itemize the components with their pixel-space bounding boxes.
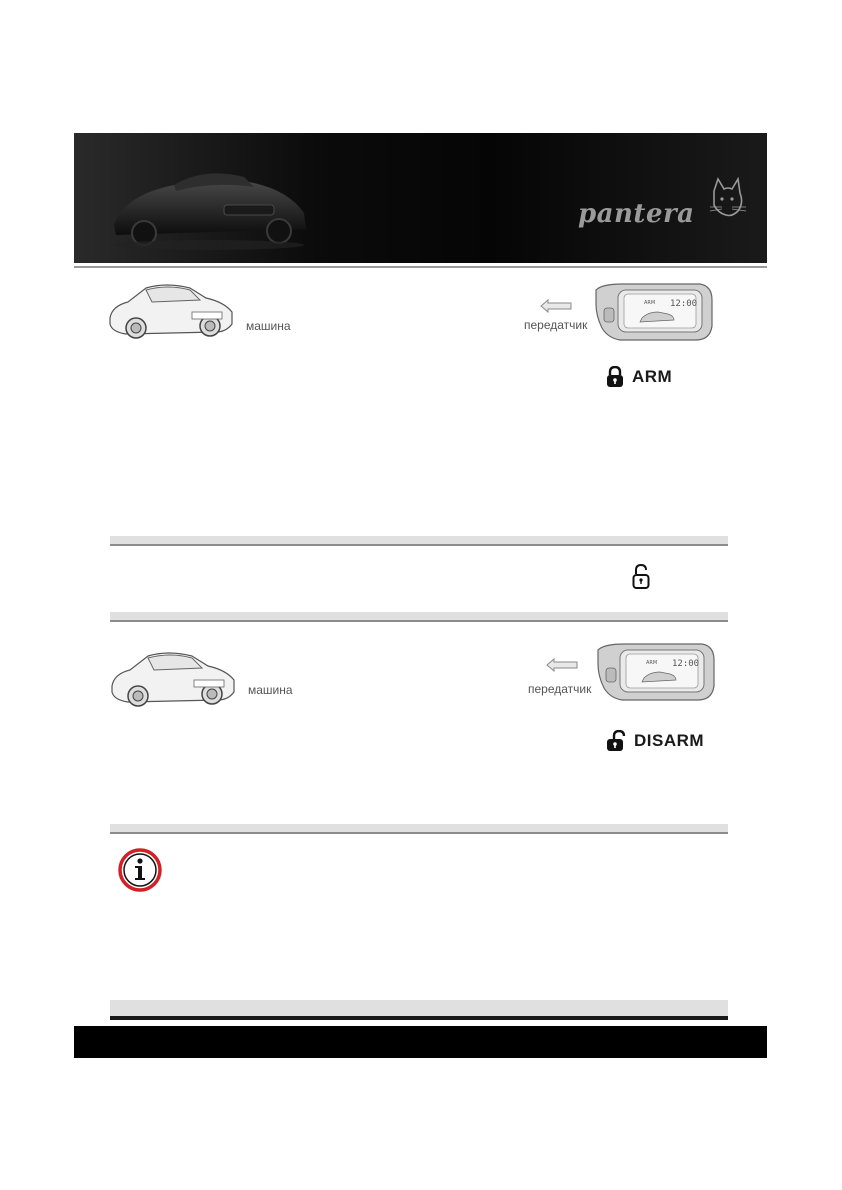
header-divider xyxy=(74,266,767,268)
arrow-left-icon xyxy=(546,658,578,672)
brand-name: pantera xyxy=(578,199,695,229)
section-bar-bottom xyxy=(110,612,728,620)
arrow-left-icon xyxy=(540,299,572,313)
remote-transmitter-image xyxy=(594,640,716,706)
arm-label: ARM xyxy=(632,367,673,386)
section-bar-bottom xyxy=(110,1000,728,1016)
remote-caption: передатчик xyxy=(528,682,592,696)
unlocked-padlock-icon xyxy=(606,730,626,752)
remote-badge: ARM xyxy=(646,660,658,666)
section-bar-line xyxy=(110,620,728,622)
section-bar-line xyxy=(110,1016,728,1020)
disarm-mode-indicator xyxy=(606,730,704,752)
section-bar-line xyxy=(110,544,728,546)
section-bar-line xyxy=(110,832,728,834)
footer-bar xyxy=(74,1026,767,1058)
header-banner xyxy=(74,133,767,263)
remote-time-display: 12:00 xyxy=(672,659,700,669)
cat-head-icon xyxy=(706,177,746,225)
remote-badge: ARM xyxy=(644,300,656,306)
car-outline-image xyxy=(106,276,236,346)
arm-mode-indicator xyxy=(606,366,672,388)
info-icon xyxy=(118,848,162,892)
section-bar-top xyxy=(110,824,728,832)
locked-padlock-icon xyxy=(606,366,624,388)
remote-caption: передатчик xyxy=(524,318,588,332)
car-caption: машина xyxy=(246,319,291,333)
remote-time-display: 12:00 xyxy=(670,299,698,309)
disarm-label: DISARM xyxy=(634,731,705,750)
car-caption: машина xyxy=(248,683,293,697)
pantera-logo xyxy=(578,177,748,233)
car-photo-silhouette xyxy=(104,155,314,251)
car-outline-image xyxy=(108,644,238,714)
section-bar-top xyxy=(110,536,728,544)
remote-transmitter-image xyxy=(592,280,714,346)
unlocked-padlock-icon xyxy=(632,564,650,590)
